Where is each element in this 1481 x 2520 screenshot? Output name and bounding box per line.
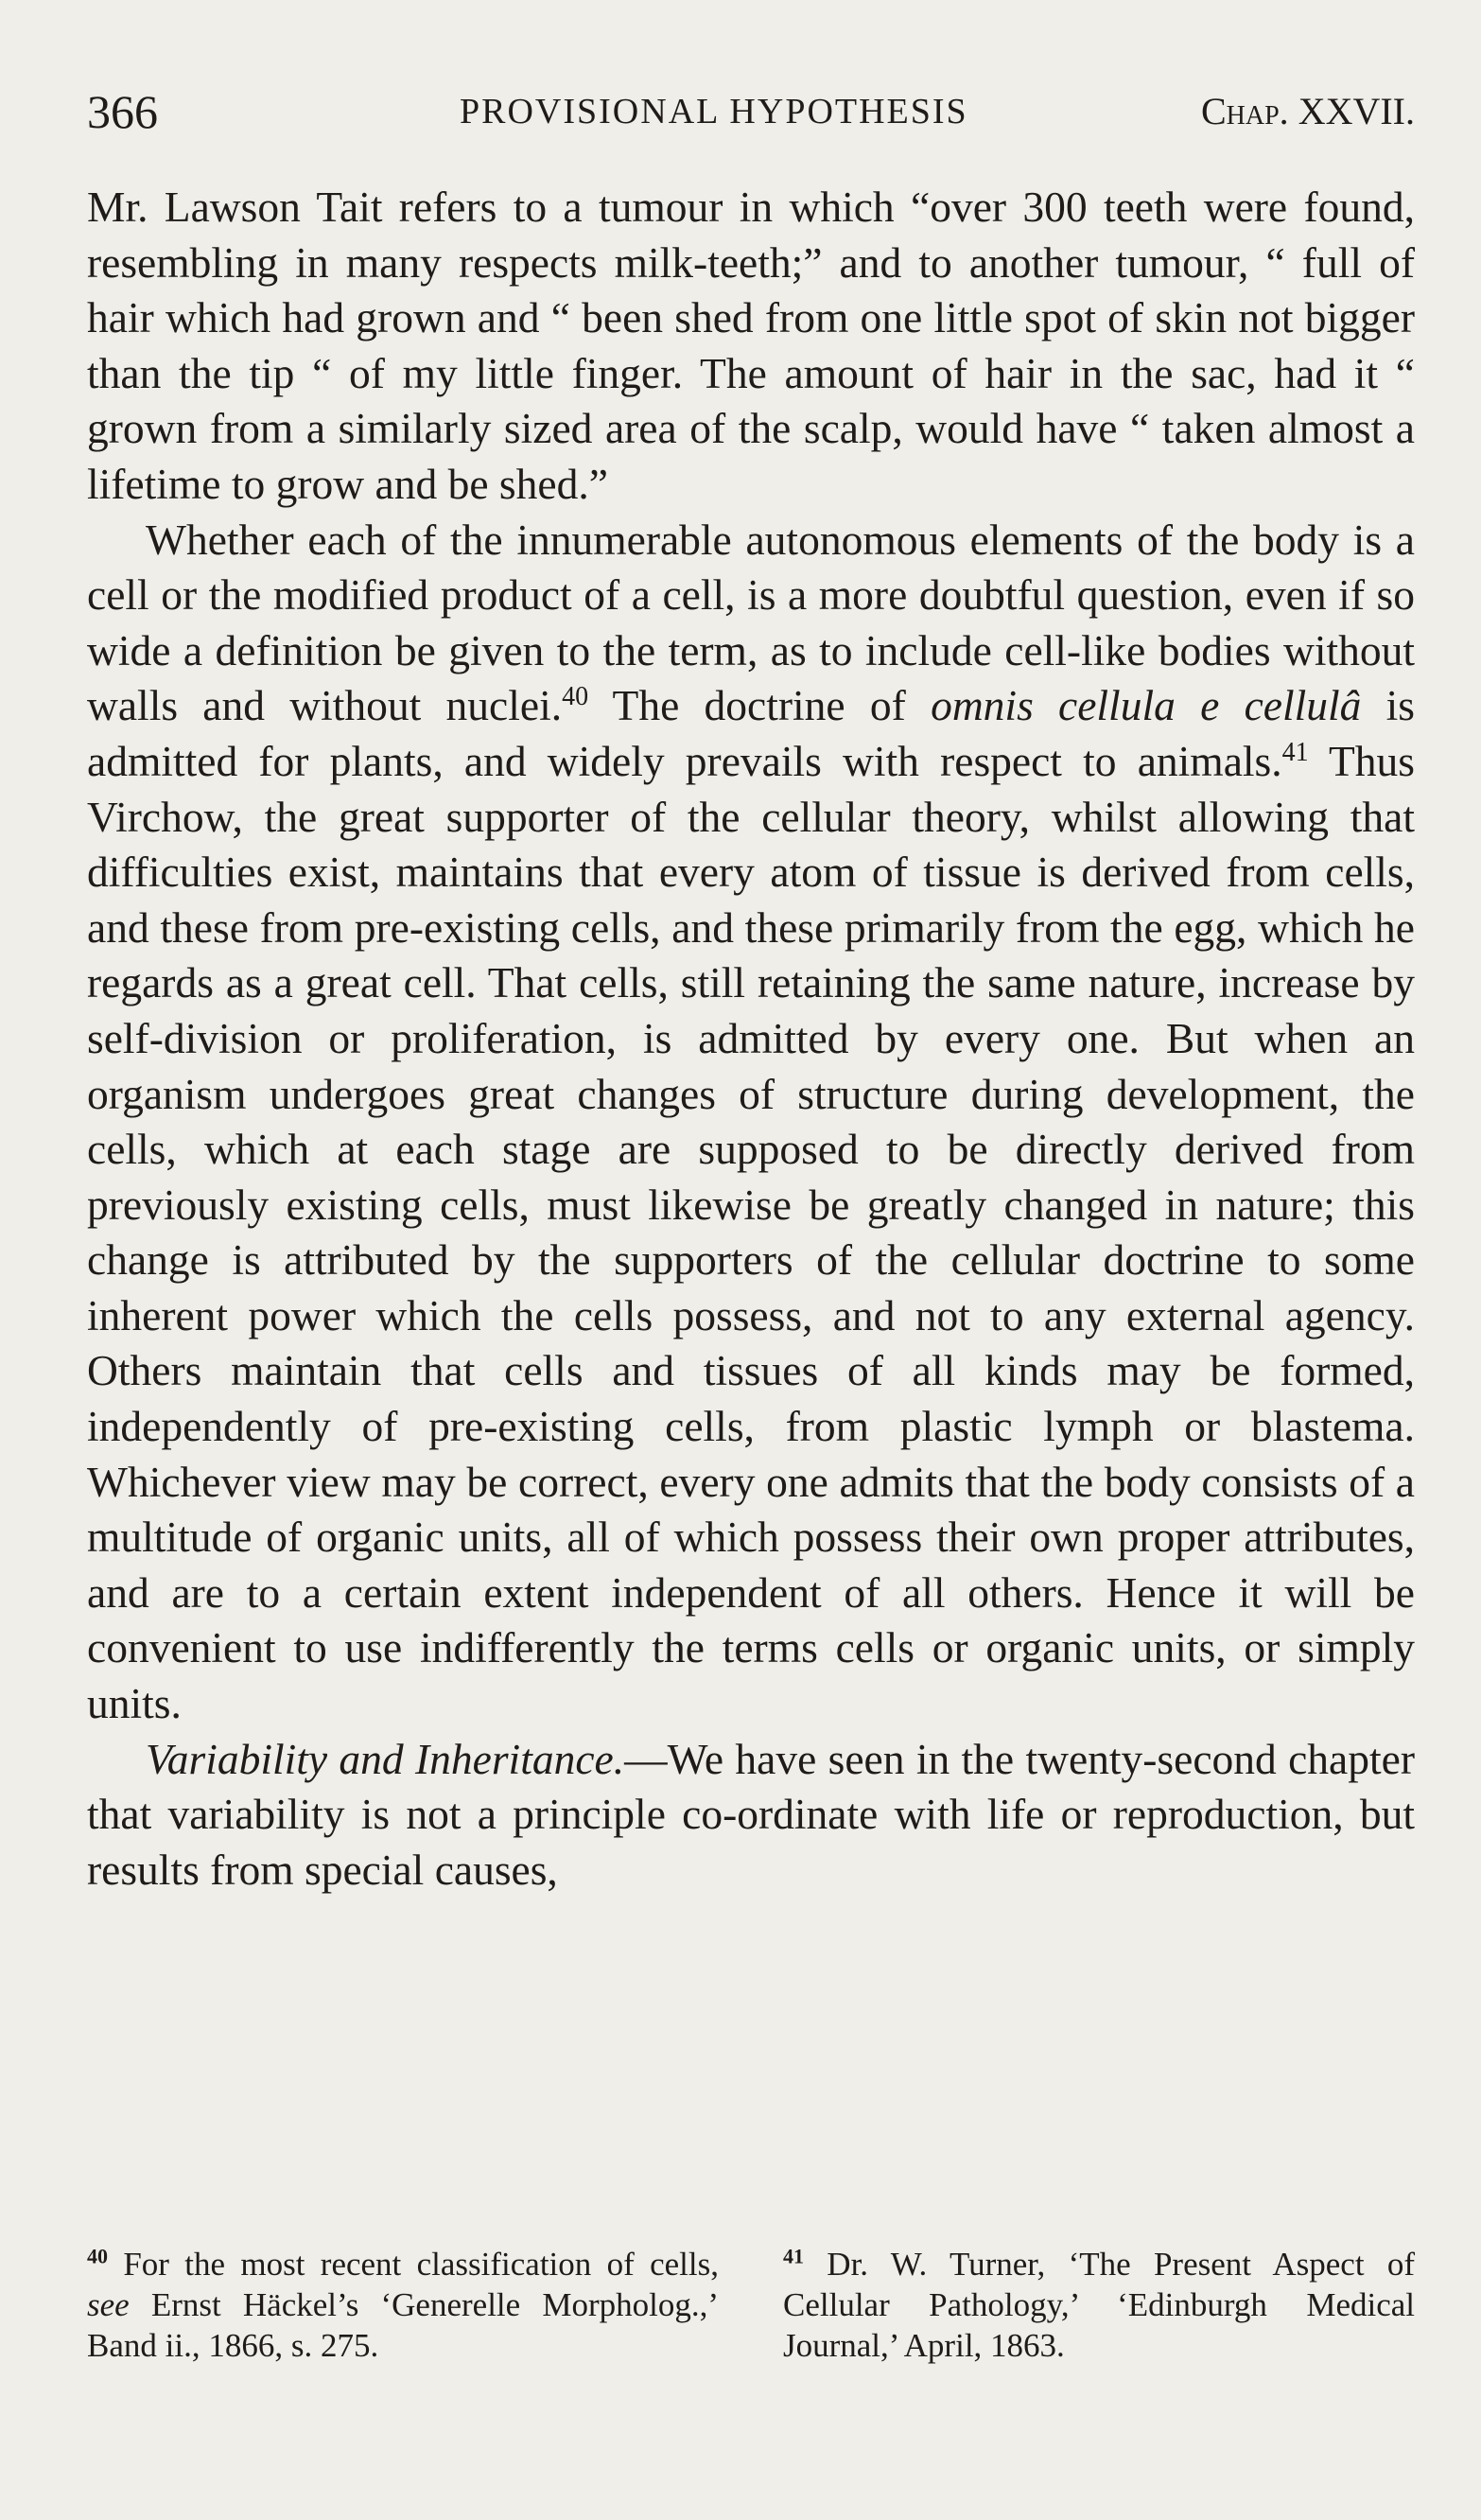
- footnote-ref-40: 40: [562, 682, 589, 712]
- section-heading-inline: Variability and Inheritance.: [146, 1734, 625, 1783]
- chapter-prefix: Chap.: [1200, 90, 1289, 132]
- paragraph-2-part4: Thus Virchow, the great supporter of the cellular theory, whilst allowing that difficulties exist, maintains that every atom of tissue is derived from cells, and these from pre-existing cells, and these primarily from the egg, which he regards as a great cell. That cells, still retaining the same nature, increase by self-division or proliferation, is admitted by every one. But when an organism undergoes great changes of structure during development, the cells, which at each stage are supposed to be directly derived from previously existing cells, must likewise be greatly changed in nature; this change is attributed by the supporters of the cellular doctrine to some inherent power which the cells possess, and not to any external agency. Others maintain that cells and tissues of all kinds may be formed, independently of pre-existing cells, from plastic lymph or blastema. Whichever view may be correct, every one admits that the body consists of a multitude of organic units, all of which possess their own proper attributes, and are to a certain extent independent of all others. Hence it will be convenient to use indifferently the terms cells or organic units, or simply units.: [87, 736, 1415, 1728]
- chapter-label: [1201, 83, 1415, 140]
- paragraph-1: [87, 180, 1415, 513]
- footnote-text: For the most recent classification of cells,: [108, 2246, 719, 2283]
- footnote-number: 41: [783, 2244, 804, 2268]
- paragraph-3: [87, 1732, 1415, 1899]
- page-header: [87, 83, 1415, 140]
- footnote-text: Dr. W. Turner, ‘The Present Aspect of Cellular Pathology,’ ‘Edinburgh Medical Journal,’ April, 1863.: [783, 2246, 1415, 2364]
- footnote-41: [783, 2244, 1415, 2366]
- footnote-number: 40: [87, 2244, 108, 2268]
- paragraph-2: [87, 513, 1415, 1732]
- footnotes: [87, 2244, 1415, 2366]
- footnote-40: [87, 2244, 719, 2366]
- paragraph-2-part2: The doctrine of: [588, 681, 932, 730]
- body-text: [87, 180, 1415, 1898]
- footnote-ref-41: 41: [1281, 737, 1309, 767]
- footnote-italic: see: [87, 2286, 130, 2323]
- running-title: PROVISIONAL HYPOTHESIS: [460, 92, 968, 131]
- footnote-text-after: Ernst Häckel’s ‘Generelle Morpholog.,’ Band ii., 1866, s. 275.: [87, 2286, 719, 2364]
- paragraph-2-latin-phrase: omnis cellula e cellulâ: [931, 681, 1362, 730]
- paragraph-3-text: —We have seen in the twenty-second chapter that variability is not a principle co-ordinate with life or reproduction, but results from special causes,: [87, 1734, 1415, 1894]
- chapter-number: XXVII.: [1298, 90, 1415, 132]
- page-number: 366: [87, 85, 158, 138]
- paragraph-1-text: Mr. Lawson Tait refers to a tumour in which “over 300 teeth were found, resembling in many respects milk-teeth;” and to another tumour, “ full of hair which had grown and “ been shed from one little spot of skin not bigger than the tip “ of my little finger. The amount of hair in the sac, had it “ grown from a similarly sized area of the scalp, would have “ taken almost a lifetime to grow and be shed.”: [87, 183, 1415, 508]
- paragraph-2-part3: is admitted for plants, and widely prevails with respect to animals.: [87, 681, 1416, 785]
- paragraph-2-part1: Whether each of the innumerable autonomous elements of the body is a cell or the modified product of a cell, is a more doubtful question, even if so wide a definition be given to the term, as to include cell-like bodies without walls and without nuclei.: [87, 515, 1415, 730]
